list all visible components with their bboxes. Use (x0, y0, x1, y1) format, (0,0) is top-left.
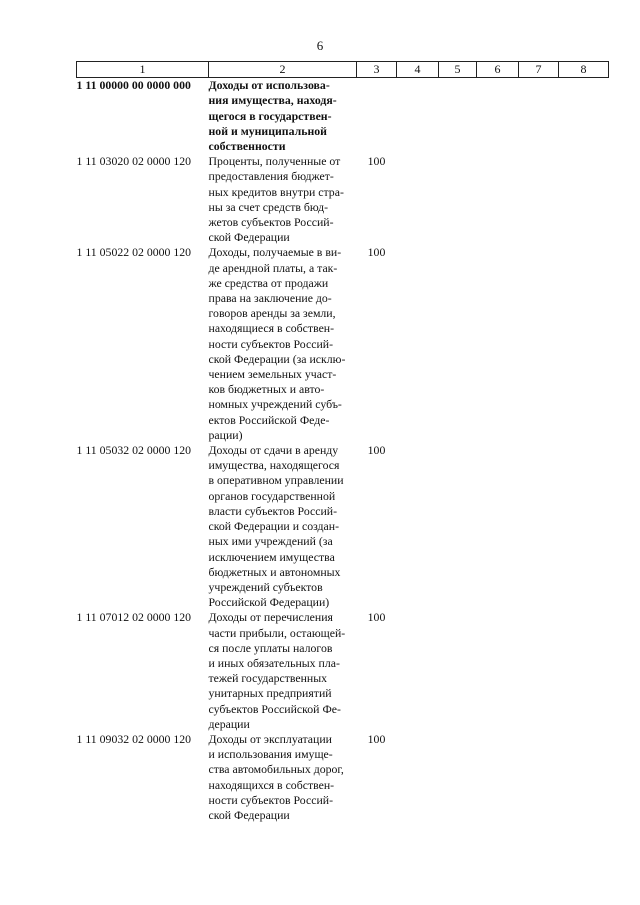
revenue-code: 1 11 07012 02 0000 120 (76, 610, 192, 625)
revenue-code: 1 11 09032 02 0000 120 (76, 731, 192, 746)
table-row (77, 245, 609, 443)
revenue-code: 1 11 05022 02 0000 120 (76, 245, 192, 260)
revenue-value: 100 (367, 610, 386, 625)
table-row (77, 443, 609, 610)
revenue-value (357, 78, 397, 155)
revenue-code: 1 11 00000 00 0000 000 (76, 78, 191, 93)
column-header-3: 3 (357, 62, 397, 78)
column-header-7: 7 (519, 62, 559, 78)
revenue-value: 100 (367, 443, 386, 458)
revenue-name: Доходы от сдачи в аренду имущества, находящегося в оперативном управлении органов государственной власти субъектов Россий- ской Федерации и создан- ных ими учреждений (за исключением имущества бюджетных и автономных учреждений субъектов Российской Федерации) (208, 443, 344, 610)
revenue-value: 100 (367, 154, 386, 169)
column-number-header-row (77, 62, 609, 78)
page-number: 6 (316, 38, 324, 53)
revenue-name: Проценты, полученные от предоставления бюджет- ных кредитов внутри стра- ны за счет средств бюд- жетов субъектов Россий- ской Федерации (208, 154, 344, 245)
table-row (77, 154, 609, 245)
revenue-name: Доходы от использова- ния имущества, находя- щегося в государствен- ной и муниципальной собственности (208, 78, 337, 154)
column-header-8: 8 (559, 62, 609, 78)
revenue-name: Доходы от эксплуатации и использования имуще- ства автомобильных дорог, находящихся в собствен- ности субъектов Россий- ской Федерации (208, 731, 344, 822)
revenue-code: 1 11 05032 02 0000 120 (76, 443, 192, 458)
table-row (77, 78, 609, 155)
table-row (77, 732, 609, 823)
column-header-5: 5 (439, 62, 477, 78)
revenue-table (76, 61, 609, 823)
revenue-code: 1 11 03020 02 0000 120 (76, 154, 192, 169)
revenue-value: 100 (367, 245, 386, 260)
revenue-name: Доходы, получаемые в ви- де арендной платы, а так- же средства от продажи права на заключение до- говоров аренды за земли, находящиеся в собствен- ности субъектов Россий- ской Федерации (за исклю- чением земельных участ- ков бюджетных и авто- номных учреждений субъ- ектов Российской Феде- рации) (208, 245, 346, 442)
column-header-6: 6 (477, 62, 519, 78)
column-header-2: 2 (209, 62, 357, 78)
revenue-value: 100 (367, 731, 386, 746)
table-row (77, 610, 609, 732)
column-header-4: 4 (397, 62, 439, 78)
column-header-1: 1 (77, 62, 209, 78)
revenue-name: Доходы от перечисления части прибыли, остающей- ся после уплаты налогов и иных обязательных пла- тежей государственных унитарных предприятий субъектов Российской Фе- дерации (208, 610, 346, 731)
